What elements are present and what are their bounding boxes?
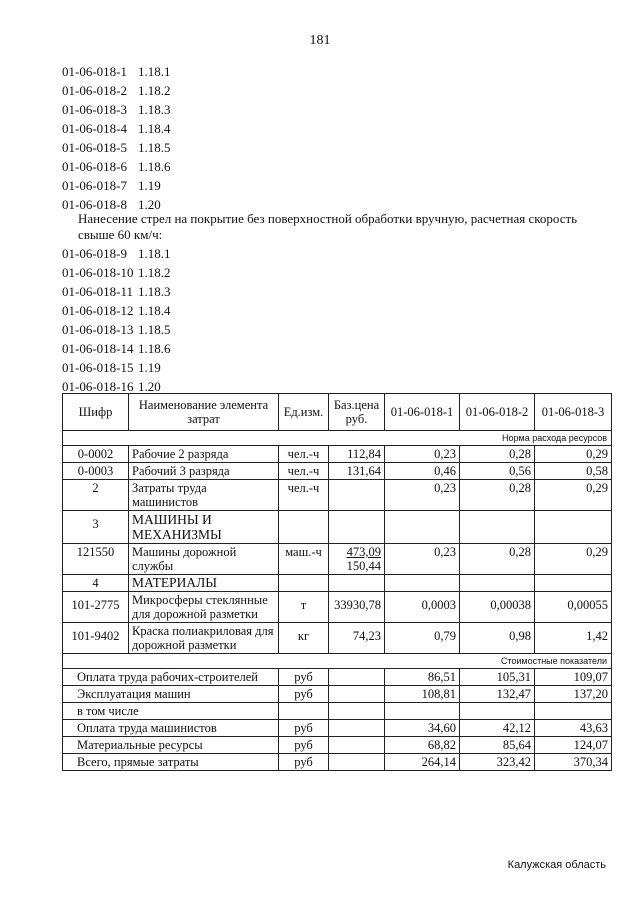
- code-number: 01-06-018-5: [62, 140, 127, 155]
- cell-value-2: 0,28: [460, 480, 535, 511]
- cost-value-2: [460, 703, 535, 720]
- cell-code: 121550: [63, 544, 129, 575]
- cell-value-3: 0,00055: [535, 592, 612, 623]
- section-description: [62, 211, 582, 243]
- cell-value-3: 0,58: [535, 463, 612, 480]
- cell-unit: т: [279, 592, 329, 623]
- code-reference: 1.18.3: [138, 102, 171, 117]
- norm-label: Норма расхода ресурсов: [63, 431, 612, 446]
- code-number: 01-06-018-12: [62, 303, 134, 318]
- code-reference: 1.18.3: [138, 284, 171, 299]
- cost-value-1: [385, 703, 460, 720]
- table-row: [63, 463, 612, 480]
- cost-unit: руб: [279, 686, 329, 703]
- code-reference: 1.18.6: [138, 341, 171, 356]
- code-reference: 1.18.4: [138, 121, 171, 136]
- cost-row: [63, 720, 612, 737]
- code-row: [62, 157, 171, 176]
- code-reference: 1.19: [138, 360, 161, 375]
- cost-name: Эксплуатация машин: [63, 686, 279, 703]
- resource-table: [62, 393, 612, 771]
- cost-row: [63, 686, 612, 703]
- cell-price: 33930,78: [329, 592, 385, 623]
- code-number: 01-06-018-1: [62, 64, 127, 79]
- cost-value-1: 68,82: [385, 737, 460, 754]
- cell-value-2: 0,56: [460, 463, 535, 480]
- cell-price: [329, 480, 385, 511]
- cell-value-2: 0,00038: [460, 592, 535, 623]
- cost-unit: руб: [279, 669, 329, 686]
- code-row: [62, 62, 171, 81]
- code-row: [62, 244, 171, 263]
- cost-value-2: 42,12: [460, 720, 535, 737]
- cost-label-row: [63, 654, 612, 669]
- empty-cell: [385, 511, 460, 544]
- cell-unit: чел.-ч: [279, 463, 329, 480]
- price-bottom: 150,44: [346, 559, 381, 573]
- cell-unit: чел.-ч: [279, 446, 329, 463]
- cell-value-1: 0,46: [385, 463, 460, 480]
- cell-unit: кг: [279, 623, 329, 654]
- cell-value-1: 0,23: [385, 446, 460, 463]
- norm-label-row: [63, 431, 612, 446]
- cell-value-2: 0,98: [460, 623, 535, 654]
- code-row: [62, 263, 171, 282]
- code-row: [62, 138, 171, 157]
- cell-value-1: 0,79: [385, 623, 460, 654]
- cell-value-2: 0,28: [460, 544, 535, 575]
- materials-section-title: МАТЕРИАЛЫ: [129, 575, 279, 592]
- cost-value-1: 108,81: [385, 686, 460, 703]
- cell-code: 2: [63, 480, 129, 511]
- cost-value-2: 323,42: [460, 754, 535, 771]
- machines-section-title: МАШИНЫ И МЕХАНИЗМЫ: [129, 511, 279, 544]
- code-reference: 1.20: [138, 197, 161, 212]
- empty-cell: [329, 754, 385, 771]
- cost-row: [63, 754, 612, 771]
- cost-unit: [279, 703, 329, 720]
- cost-value-3: 109,07: [535, 669, 612, 686]
- cell-name: Рабочие 2 разряда: [129, 446, 279, 463]
- code-number: 01-06-018-8: [62, 197, 127, 212]
- header-col2: 01-06-018-2: [460, 394, 535, 431]
- materials-section-number: 4: [63, 575, 129, 592]
- code-reference: 1.18.5: [138, 140, 171, 155]
- cost-unit: руб: [279, 737, 329, 754]
- cell-price: 74,23: [329, 623, 385, 654]
- code-reference: 1.18.4: [138, 303, 171, 318]
- cost-name: Оплата труда машинистов: [63, 720, 279, 737]
- code-row: [62, 282, 171, 301]
- code-row: [62, 100, 171, 119]
- machines-section-number: 3: [63, 511, 129, 544]
- empty-cell: [329, 686, 385, 703]
- cost-value-1: 264,14: [385, 754, 460, 771]
- table-row: [63, 480, 612, 511]
- cell-name: Рабочий 3 разряда: [129, 463, 279, 480]
- table-header-row: [63, 394, 612, 431]
- empty-cell: [329, 669, 385, 686]
- code-number: 01-06-018-3: [62, 102, 127, 117]
- code-reference: 1.18.5: [138, 322, 171, 337]
- materials-section-row: [63, 575, 612, 592]
- cost-value-3: [535, 703, 612, 720]
- code-number: 01-06-018-11: [62, 284, 134, 299]
- cost-row: [63, 703, 612, 720]
- table-row: [63, 592, 612, 623]
- code-row: [62, 81, 171, 100]
- empty-cell: [279, 511, 329, 544]
- empty-cell: [535, 575, 612, 592]
- code-reference: 1.18.1: [138, 64, 171, 79]
- code-number: 01-06-018-10: [62, 265, 134, 280]
- price-top: 473,09: [346, 545, 381, 559]
- cost-value-2: 132,47: [460, 686, 535, 703]
- code-number: 01-06-018-14: [62, 341, 134, 356]
- cell-price: 112,84: [329, 446, 385, 463]
- header-col1: 01-06-018-1: [385, 394, 460, 431]
- machines-section-row: [63, 511, 612, 544]
- table-row: [63, 544, 612, 575]
- cell-value-3: 0,29: [535, 480, 612, 511]
- code-number: 01-06-018-9: [62, 246, 127, 261]
- header-code: Шифр: [63, 394, 129, 431]
- table-row: [63, 446, 612, 463]
- code-number: 01-06-018-16: [62, 379, 134, 394]
- cell-value-2: 0,28: [460, 446, 535, 463]
- cost-name: Всего, прямые затраты: [63, 754, 279, 771]
- cost-unit: руб: [279, 754, 329, 771]
- cell-unit: маш.-ч: [279, 544, 329, 575]
- code-row: [62, 301, 171, 320]
- empty-cell: [279, 575, 329, 592]
- cost-value-1: 34,60: [385, 720, 460, 737]
- code-number: 01-06-018-2: [62, 83, 127, 98]
- page-number: 181: [309, 33, 331, 48]
- cell-value-3: 0,29: [535, 446, 612, 463]
- cell-value-1: 0,23: [385, 544, 460, 575]
- code-reference: 1.20: [138, 379, 161, 394]
- cell-price: 131,64: [329, 463, 385, 480]
- code-number: 01-06-018-7: [62, 178, 127, 193]
- table-row: [63, 623, 612, 654]
- empty-cell: [385, 575, 460, 592]
- header-col3: 01-06-018-3: [535, 394, 612, 431]
- cost-value-3: 137,20: [535, 686, 612, 703]
- cell-value-3: 1,42: [535, 623, 612, 654]
- cell-name: Краска полиакриловая для дорожной разметки: [129, 623, 279, 654]
- code-row: [62, 176, 171, 195]
- cost-row: [63, 669, 612, 686]
- section-description-line-2: свыше 60 км/ч:: [78, 227, 163, 242]
- code-number: 01-06-018-6: [62, 159, 127, 174]
- cost-row: [63, 737, 612, 754]
- cost-value-3: 124,07: [535, 737, 612, 754]
- code-number: 01-06-018-4: [62, 121, 127, 136]
- code-reference: 1.18.2: [138, 83, 171, 98]
- header-unit: Ед.изм.: [279, 394, 329, 431]
- code-reference: 1.18.2: [138, 265, 171, 280]
- code-row: [62, 358, 171, 377]
- empty-cell: [535, 511, 612, 544]
- cost-name: Материальные ресурсы: [63, 737, 279, 754]
- code-row: [62, 339, 171, 358]
- code-reference: 1.19: [138, 178, 161, 193]
- code-row: [62, 320, 171, 339]
- cell-code: 0-0002: [63, 446, 129, 463]
- cell-price: [329, 544, 385, 575]
- cost-name: Оплата труда рабочих-строителей: [63, 669, 279, 686]
- cell-value-1: 0,23: [385, 480, 460, 511]
- cost-value-2: 105,31: [460, 669, 535, 686]
- cell-code: 0-0003: [63, 463, 129, 480]
- cost-value-3: 370,34: [535, 754, 612, 771]
- empty-cell: [329, 575, 385, 592]
- code-number: 01-06-018-13: [62, 322, 134, 337]
- code-number: 01-06-018-15: [62, 360, 134, 375]
- cell-code: 101-2775: [63, 592, 129, 623]
- cell-name: Затраты труда машинистов: [129, 480, 279, 511]
- empty-cell: [329, 511, 385, 544]
- cell-value-1: 0,0003: [385, 592, 460, 623]
- cost-value-3: 43,63: [535, 720, 612, 737]
- cell-name: Микросферы стеклянные для дорожной разметки: [129, 592, 279, 623]
- empty-cell: [460, 511, 535, 544]
- code-list-2: [62, 244, 171, 396]
- footer-region: Калужская область: [507, 859, 606, 871]
- cost-label: Стоимостные показатели: [63, 654, 612, 669]
- cost-value-1: 86,51: [385, 669, 460, 686]
- cost-value-2: 85,64: [460, 737, 535, 754]
- cell-value-3: 0,29: [535, 544, 612, 575]
- cell-code: 101-9402: [63, 623, 129, 654]
- empty-cell: [329, 737, 385, 754]
- header-name: Наименование элемента затрат: [129, 394, 279, 431]
- code-reference: 1.18.1: [138, 246, 171, 261]
- empty-cell: [460, 575, 535, 592]
- header-price: Баз.цена руб.: [329, 394, 385, 431]
- cell-name: Машины дорожной службы: [129, 544, 279, 575]
- code-list-1: [62, 62, 171, 214]
- section-description-line-1: Нанесение стрел на покрытие без поверхностной обработки вручную, расчетная скорость: [78, 211, 578, 226]
- cost-unit: руб: [279, 720, 329, 737]
- empty-cell: [329, 703, 385, 720]
- cell-unit: чел.-ч: [279, 480, 329, 511]
- empty-cell: [329, 720, 385, 737]
- cost-name: в том числе: [63, 703, 279, 720]
- code-reference: 1.18.6: [138, 159, 171, 174]
- code-row: [62, 119, 171, 138]
